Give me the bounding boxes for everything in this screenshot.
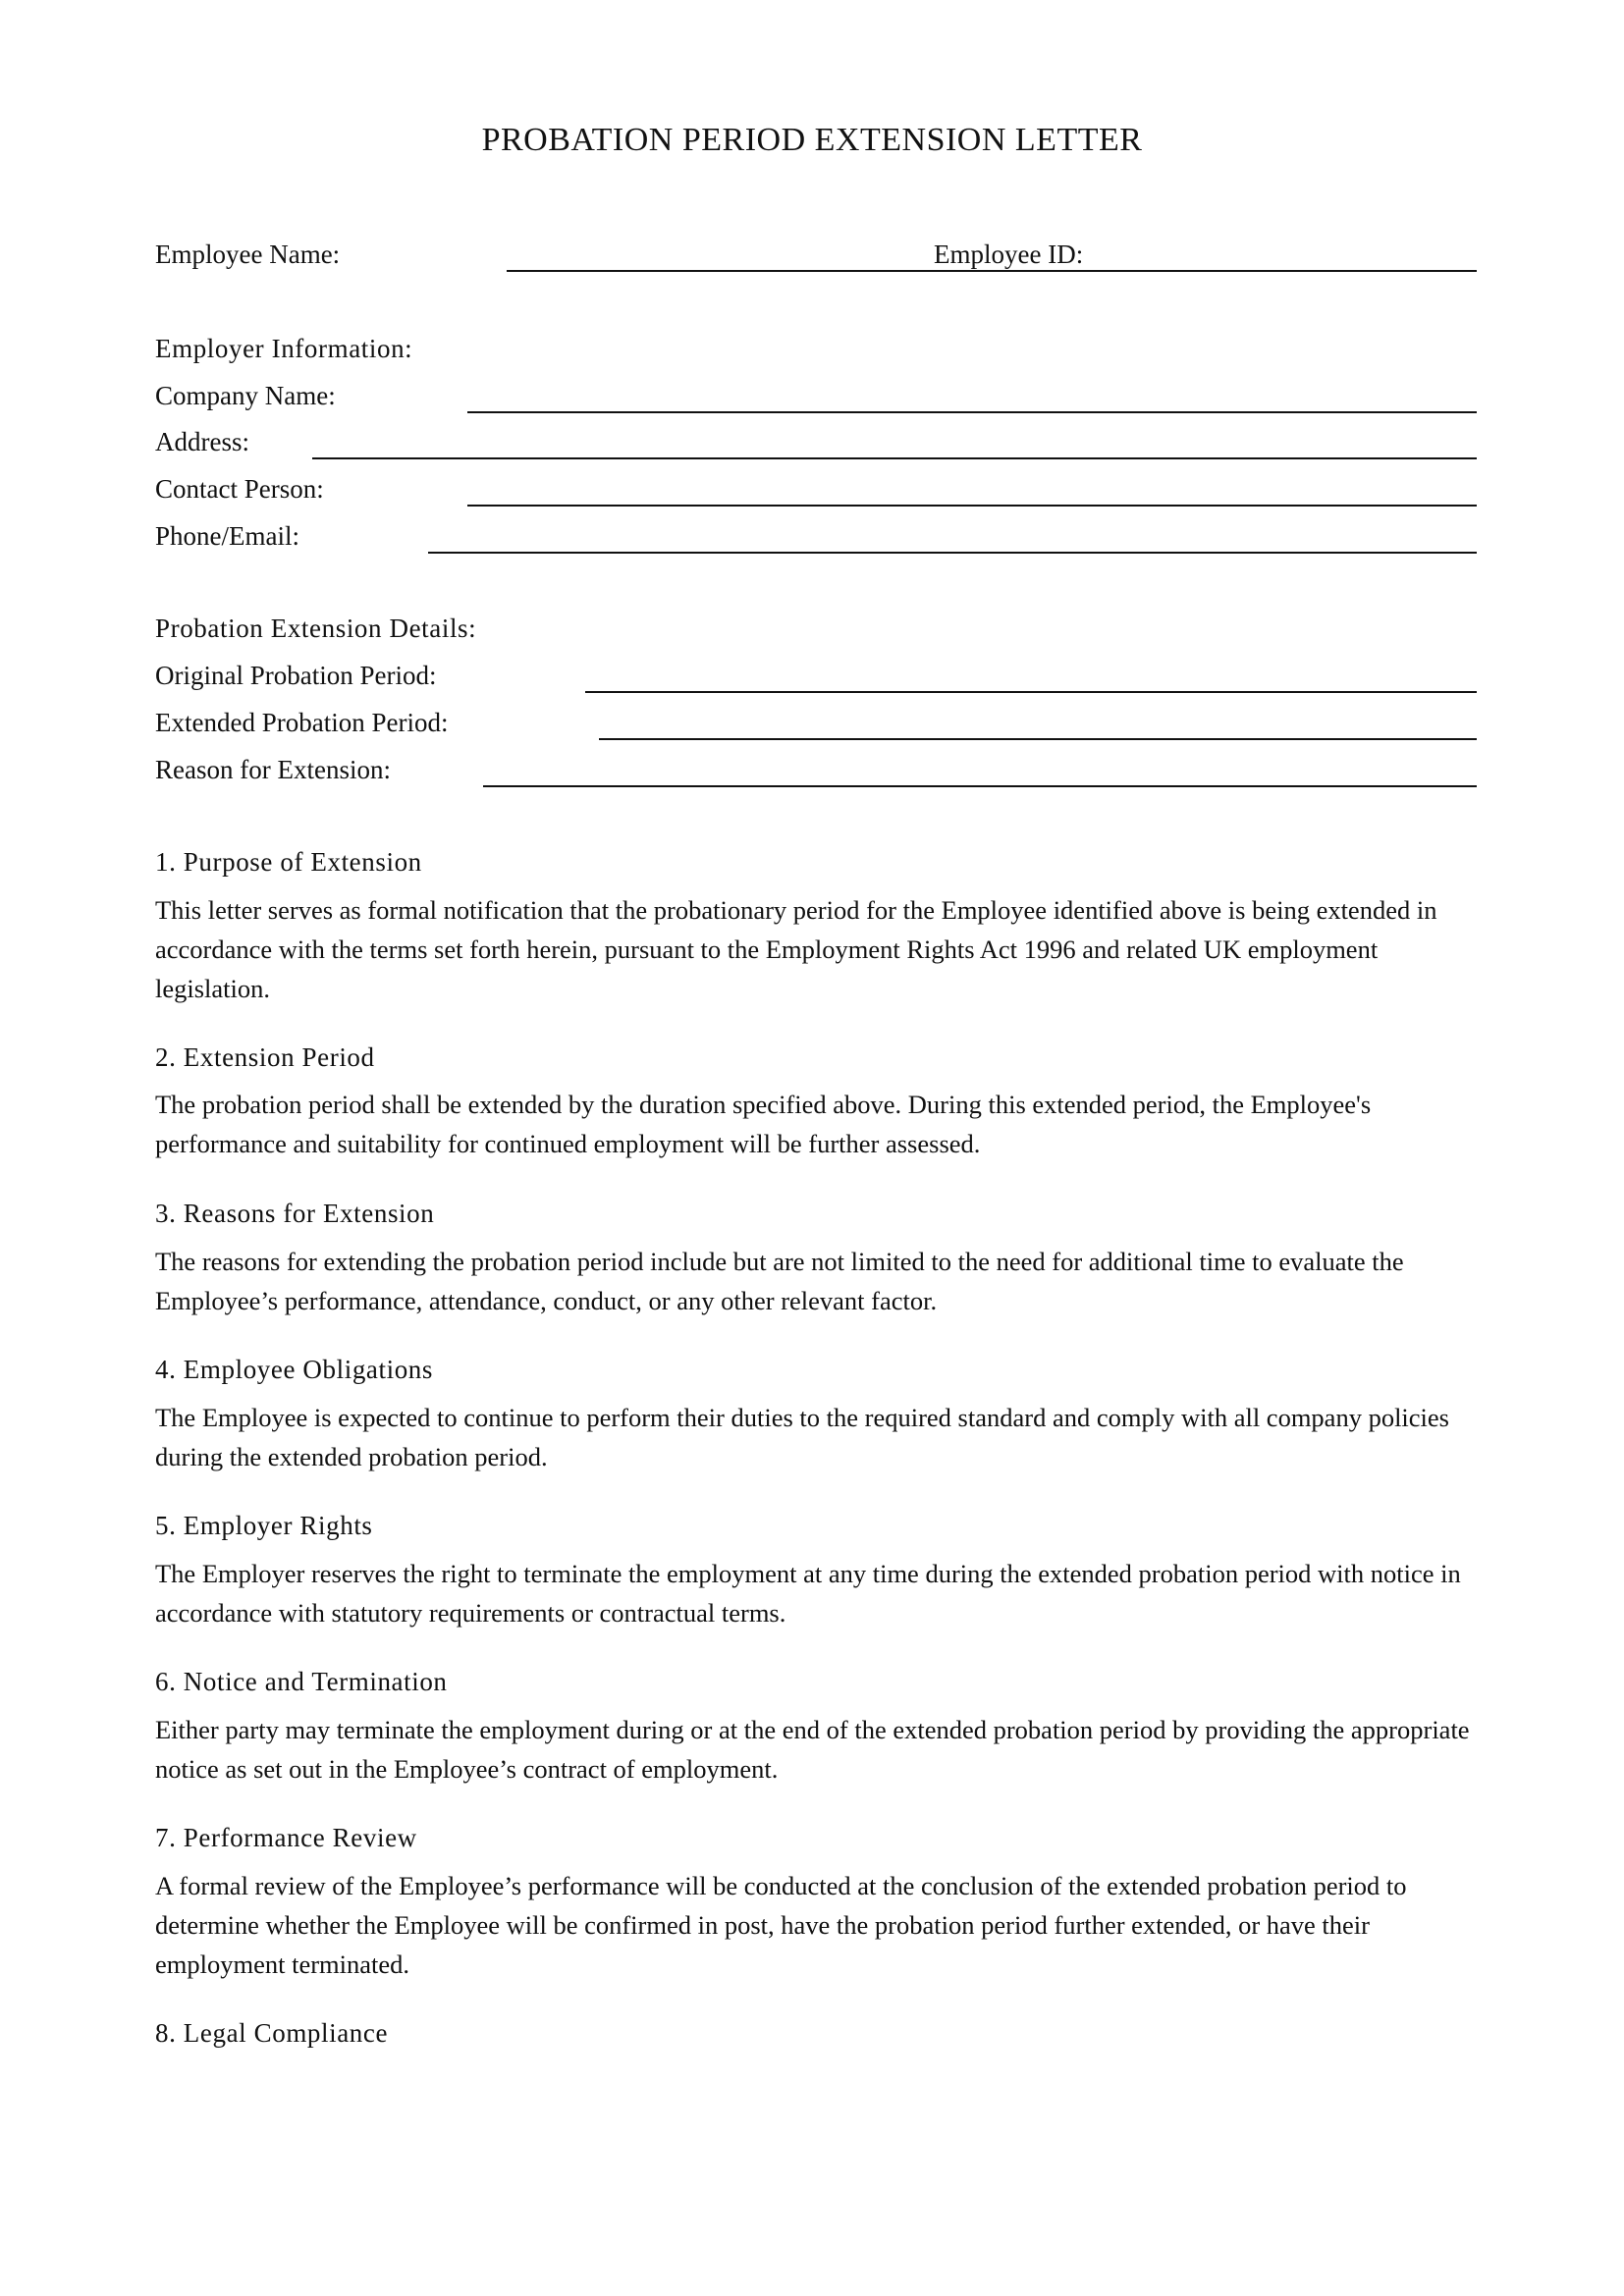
section-4-body: The Employee is expected to continue to perform their duties to the required standard and comply with all company policies during the extended probation period.	[155, 1403, 1449, 1471]
company-name-row	[155, 379, 1477, 422]
extended-period-label: Extended Probation Period:	[155, 708, 449, 737]
probation-details-heading: Probation Extension Details:	[155, 614, 477, 643]
company-name-label: Company Name:	[155, 381, 336, 410]
contact-person-field[interactable]	[467, 505, 1477, 507]
address-label: Address:	[155, 427, 249, 456]
contact-person-row	[155, 472, 1477, 515]
contact-person-label: Contact Person:	[155, 474, 324, 504]
section-3-heading: 3. Reasons for Extension	[155, 1199, 435, 1228]
phone-email-field[interactable]	[428, 552, 1477, 554]
original-period-label: Original Probation Period:	[155, 661, 437, 690]
section-6-heading: 6. Notice and Termination	[155, 1667, 448, 1696]
original-period-row	[155, 659, 1477, 702]
employee-row	[155, 238, 1477, 281]
section-1-body: This letter serves as formal notification that the probationary period for the Employee identified above is being extended in accordance with the terms set forth herein, pursuant to the Employment Rights Act 1996 and related UK employment legislation.	[155, 895, 1437, 1003]
section-2-body: The probation period shall be extended by the duration specified above. During this extended period, the Employee's performance and suitability for continued employment will be further assessed.	[155, 1090, 1372, 1158]
extended-period-row	[155, 706, 1477, 749]
section-3-body: The reasons for extending the probation period include but are not limited to the need for additional time to evaluate the Employee’s performance, attendance, conduct, or any other relevant factor.	[155, 1247, 1404, 1315]
section-8-heading: 8. Legal Compliance	[155, 2018, 389, 2048]
section-6-body: Either party may terminate the employment during or at the end of the extended probation period by providing the appropriate notice as set out in the Employee’s contract of employment.	[155, 1715, 1470, 1784]
section-7-body: A formal review of the Employee’s performance will be conducted at the conclusion of the extended probation period to determine whether the Employee will be confirmed in post, have the probation period further extended, or have their employment terminated.	[155, 1871, 1407, 1979]
section-2-heading: 2. Extension Period	[155, 1042, 375, 1072]
employee-id-label: Employee ID:	[934, 240, 1084, 269]
employer-information-heading: Employer Information:	[155, 334, 413, 363]
original-period-field[interactable]	[585, 691, 1477, 693]
document-title: PROBATION PERIOD EXTENSION LETTER	[481, 122, 1143, 158]
section-5-body: The Employer reserves the right to terminate the employment at any time during the extended probation period with notice in accordance with statutory requirements or contractual terms.	[155, 1559, 1461, 1628]
section-1-heading: 1. Purpose of Extension	[155, 847, 422, 877]
company-name-field[interactable]	[467, 411, 1477, 413]
employee-name-label: Employee Name:	[155, 240, 341, 269]
section-7-heading: 7. Performance Review	[155, 1823, 417, 1852]
section-4-heading: 4. Employee Obligations	[155, 1355, 434, 1384]
address-field[interactable]	[312, 457, 1477, 459]
reason-field[interactable]	[483, 785, 1477, 787]
address-row	[155, 425, 1477, 468]
phone-email-label: Phone/Email:	[155, 521, 299, 551]
extended-period-field[interactable]	[599, 738, 1477, 740]
reason-label: Reason for Extension:	[155, 755, 391, 784]
phone-email-row	[155, 519, 1477, 562]
reason-row	[155, 753, 1477, 796]
section-5-heading: 5. Employer Rights	[155, 1511, 373, 1540]
